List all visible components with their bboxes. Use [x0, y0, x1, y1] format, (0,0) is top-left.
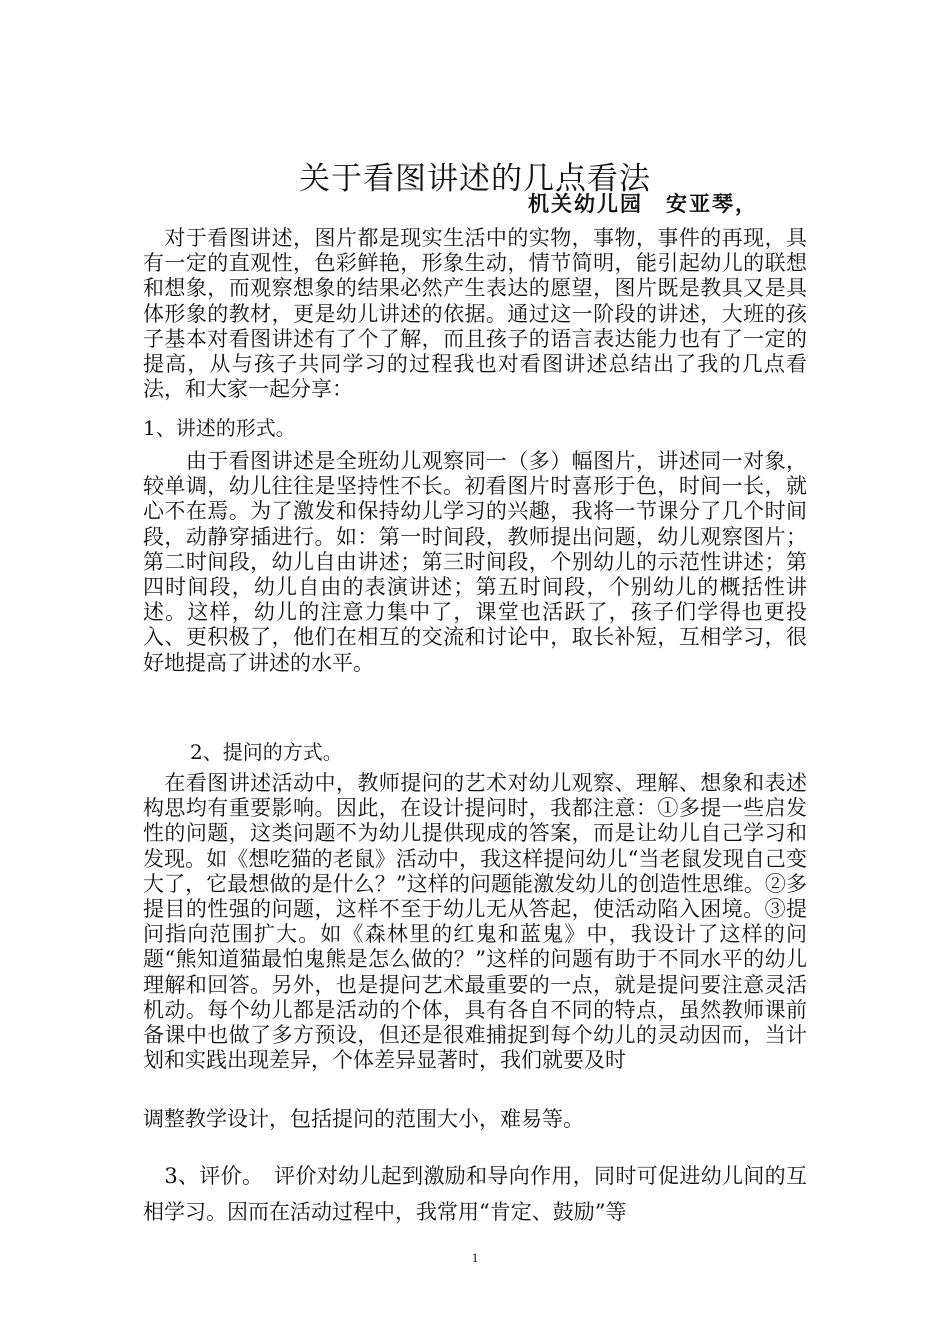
document-title: 关于看图讲述的几点看法 — [299, 160, 651, 197]
section-2-body: 在看图讲述活动中，教师提问的艺术对幼儿观察、理解、想象和表述构思均有重要影响。因此，在设计提问时，我都注意：①多提一些启发性的问题，这类问题不为幼儿提供现成的答案，而是让幼儿自己学习和发现。如《想吃猫的老鼠》活动中，我这样提问幼儿“当老鼠发现自己变大了，它最想做的是什么？”这样的问题能激发幼儿的创造性思维。②多提目的性强的问题，这样不至于幼儿无从答起，使活动陷入困境。③提问指向范围扩大。如《森林里的红鬼和蓝鬼》中，我设计了这样的问题“熊知道猫最怕鬼熊是怎么做的？”这样的问题有助于不同水平的幼儿理解和回答。另外，也是提问艺术最重要的一点，就是提问要注意灵活机动。每个幼儿都是活动的个体，具有各自不同的特点，虽然教师课前备课中也做了多方预设，但还是很难捕捉到每个幼儿的灵动因而，当计划和实践出现差异，个体差异显著时，我们就要及时 — [143, 771, 807, 1073]
intro-paragraph: 对于看图讲述，图片都是现实生活中的实物，事物，事件的再现，具有一定的直观性，色彩鲜艳，形象生动，情节简明，能引起幼儿的联想和想象，而观察想象的结果必然产生表达的愿望，图片既是教具又是具体形象的教材，更是幼儿讲述的依据。通过这一阶段的讲述，大班的孩子基本对看图讲述有了个了解，而且孩子的语言表达能力也有了一定的提高，从与孩子共同学习的过程我也对看图讲述总结出了我的几点看法，和大家一起分享： — [143, 226, 807, 402]
section-2-heading: 2、提问的方式。 — [190, 740, 343, 764]
section-3-paragraph: 3、评价。 评价对幼儿起到激励和导向作用，同时可促进幼儿间的互相学习。因而在活动过程中，我常用“肯定、鼓励”等 — [143, 1164, 807, 1224]
page-number: 1 — [471, 1250, 479, 1265]
section-1-body: 由于看图讲述是全班幼儿观察同一（多）幅图片，讲述同一对象，较单调，幼儿往往是坚持性不长。初看图片时喜形于色，时间一长，就心不在焉。为了激发和保持幼儿学习的兴趣，我将一节课分了几个时间段，动静穿插进行。如：第一时间段，教师提出问题，幼儿观察图片；第二时间段，幼儿自由讲述；第三时间段，个别幼儿的示范性讲述；第四时间段，幼儿自由的表演讲述；第五时间段，个别幼儿的概括性讲述。这样，幼儿的注意力集中了，课堂也活跃了，孩子们学得也更投入、更积极了，他们在相互的交流和讨论中，取长补短，互相学习，很好地提高了讲述的水平。 — [143, 449, 807, 675]
section-2-body-end: 调整教学设计，包括提问的范围大小，难易等。 — [143, 1107, 584, 1131]
section-1-heading: 1、讲述的形式。 — [143, 416, 296, 440]
author-line: 机关幼儿园 安亚琴， — [528, 192, 758, 216]
